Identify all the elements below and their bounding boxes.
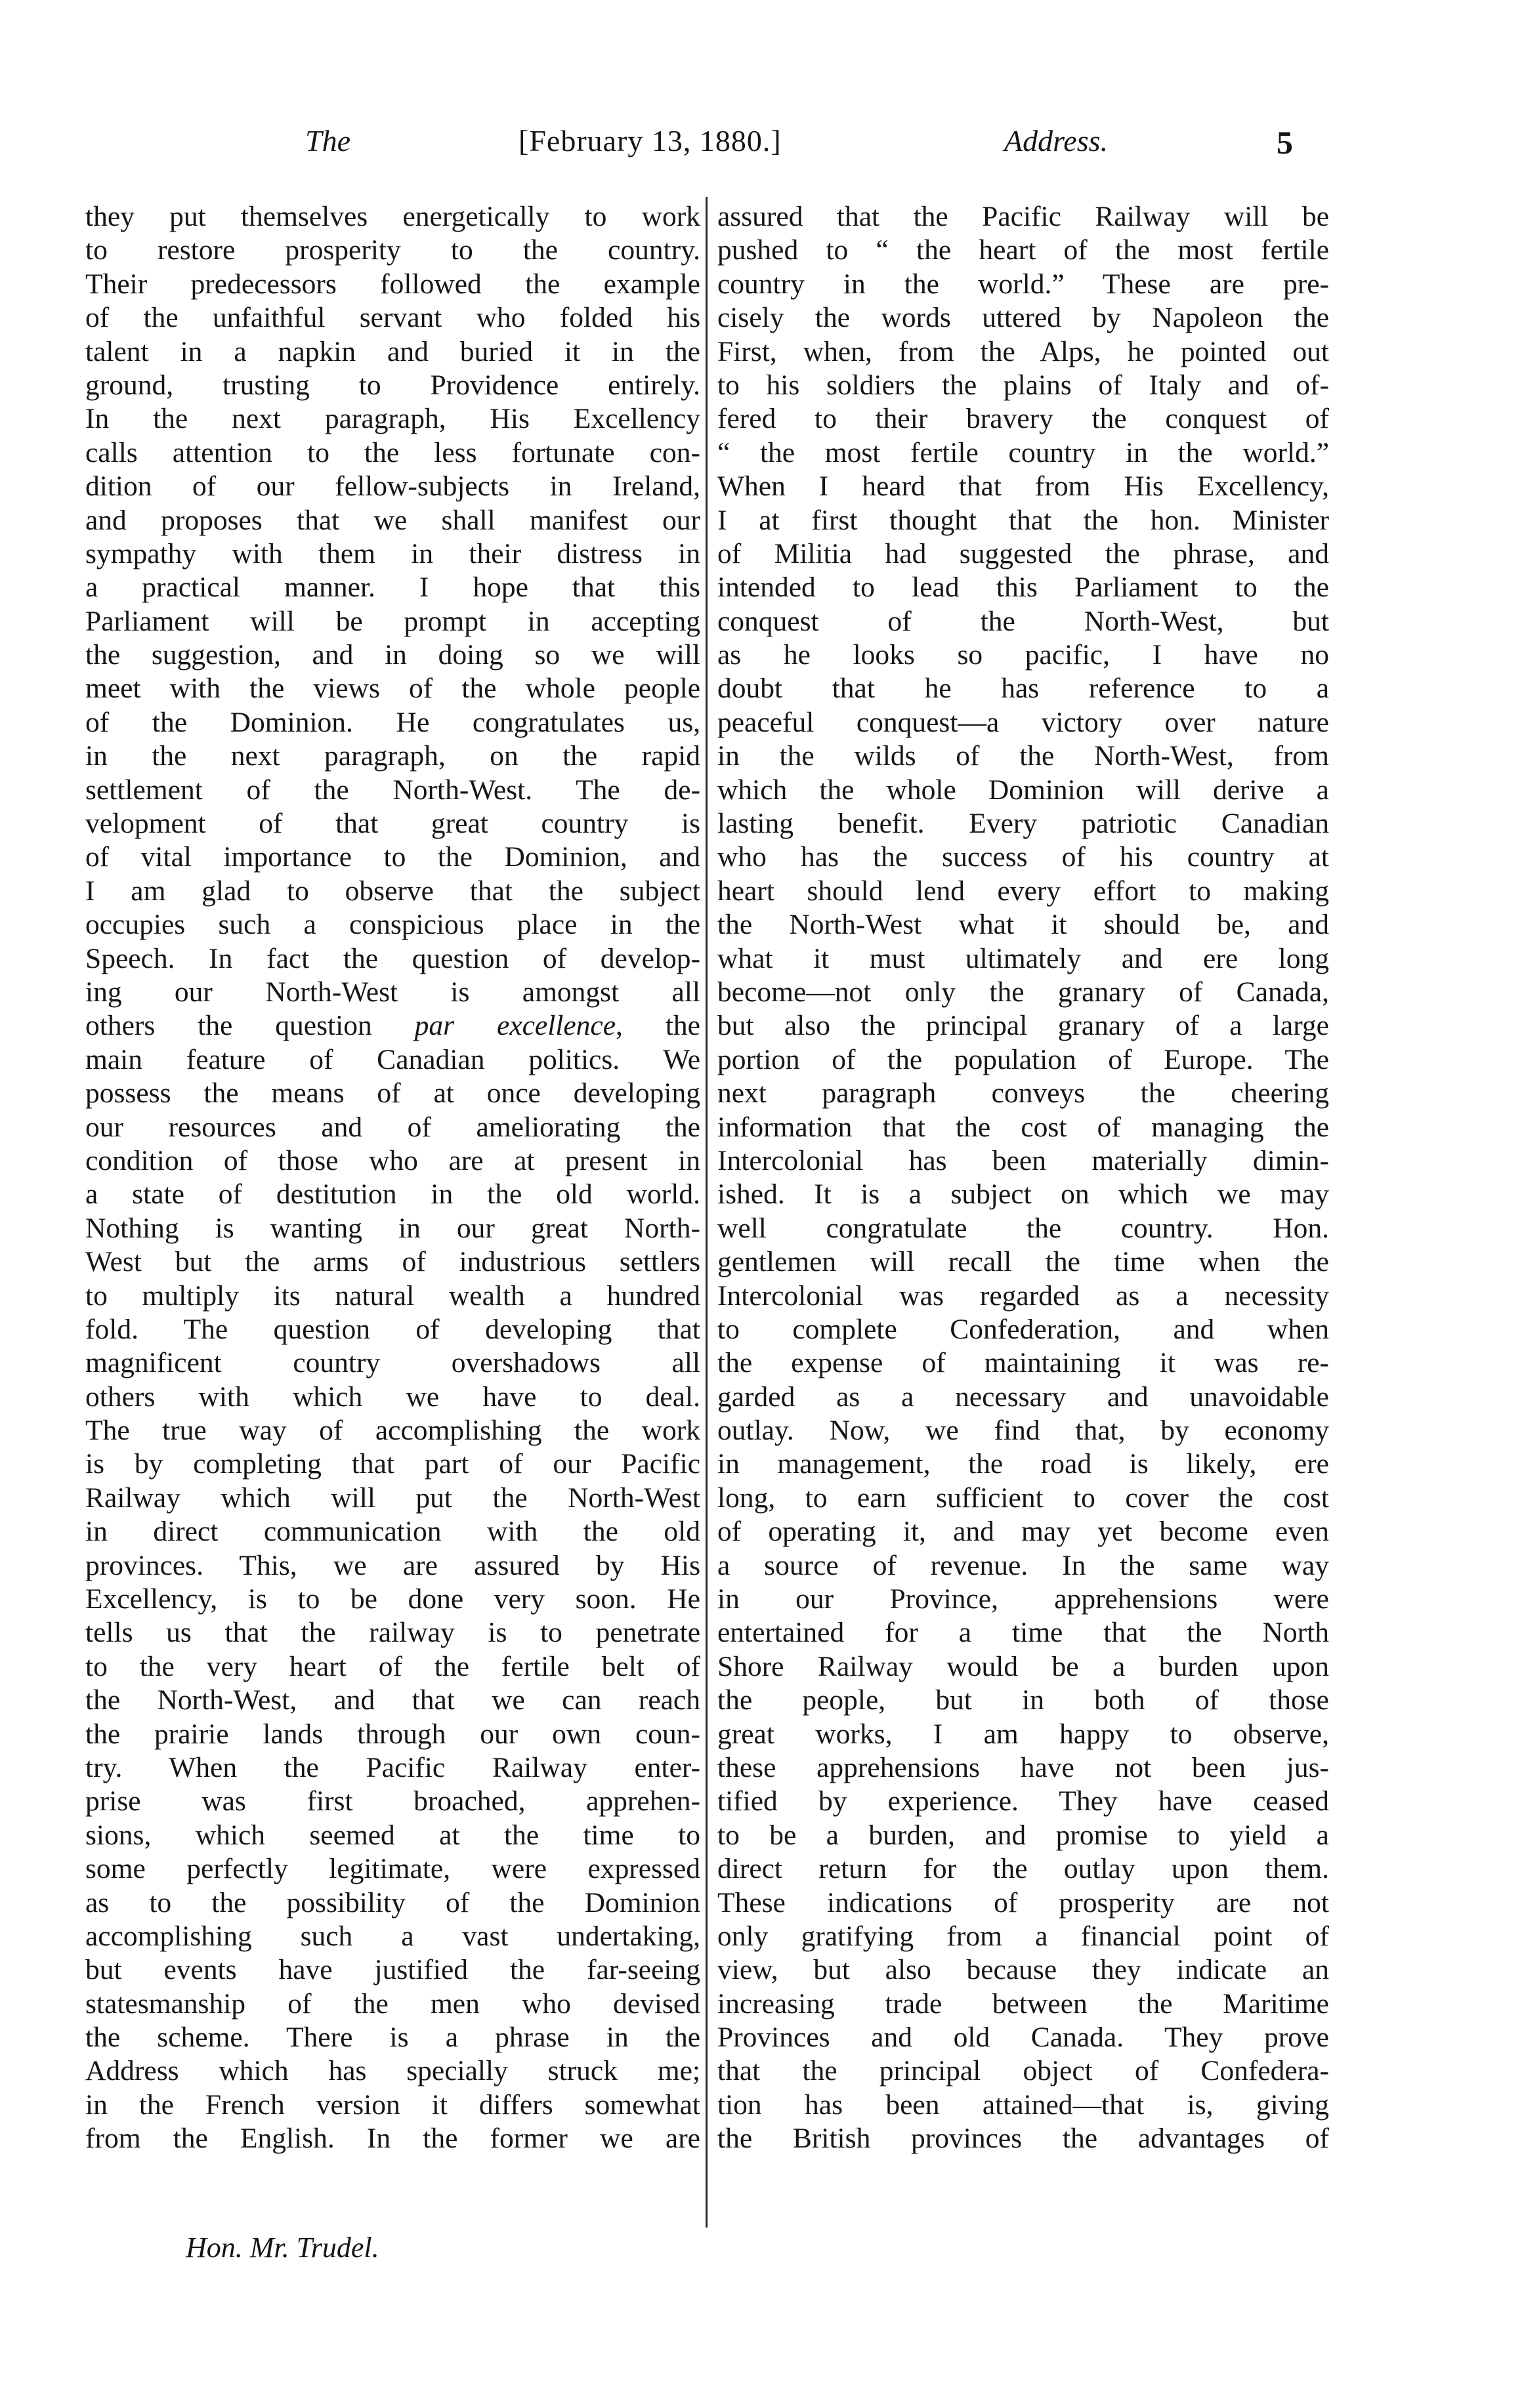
- text-line: they put themselves energetically to work: [85, 201, 700, 232]
- text-line: of the Dominion. He congratulates us,: [85, 706, 700, 738]
- text-line: peaceful conquest—a victory over nature: [717, 706, 1329, 738]
- text-line: sions, which seemed at the time to: [85, 1819, 700, 1851]
- text-line: the North-West, and that we can reach: [85, 1684, 700, 1716]
- text-line: and proposes that we shall manifest our: [85, 504, 700, 536]
- right-column: [717, 200, 1329, 2228]
- text-line: others the question par excellence, the: [85, 1010, 700, 1042]
- text-line: West but the arms of industrious settlers: [85, 1246, 700, 1278]
- text-line: “ the most fertile country in the world.”: [717, 436, 1329, 468]
- text-line: I at first thought that the hon. Minister: [717, 504, 1329, 536]
- text-line: meet with the views of the whole people: [85, 673, 700, 705]
- text-line: a state of destitution in the old world.: [85, 1178, 700, 1211]
- text-line: ished. It is a subject on which we may: [717, 1178, 1329, 1211]
- text-line: in direct communication with the old: [85, 1516, 700, 1548]
- text-line: a practical manner. I hope that this: [85, 571, 700, 604]
- text-line: the British provinces the advantages of: [717, 2123, 1329, 2155]
- text-line: talent in a napkin and buried it in the: [85, 335, 700, 367]
- text-line: fered to their bravery the conquest of: [717, 403, 1329, 435]
- text-line: ground, trusting to Providence entirely.: [85, 369, 700, 401]
- text-line: as to the possibility of the Dominion: [85, 1886, 700, 1919]
- text-line: to multiply its natural wealth a hundred: [85, 1279, 700, 1312]
- text-line: only gratifying from a financial point of: [717, 1920, 1329, 1952]
- text-line: Intercolonial was regarded as a necessity: [717, 1279, 1329, 1312]
- text-line: the people, but in both of those: [717, 1684, 1329, 1716]
- text-line: condition of those who are at present in: [85, 1144, 700, 1176]
- text-line: fold. The question of developing that: [85, 1313, 700, 1345]
- text-line: Speech. In fact the question of develop-: [85, 942, 700, 974]
- text-line: Their predecessors followed the example: [85, 268, 700, 300]
- text-line: to the very heart of the fertile belt of: [85, 1650, 700, 1682]
- text-line: view, but also because they indicate an: [717, 1954, 1329, 1986]
- left-column: [85, 200, 700, 2228]
- text-line: gentlemen will recall the time when the: [717, 1246, 1329, 1278]
- text-line: in the wilds of the North-West, from: [717, 740, 1329, 772]
- text-line: information that the cost of managing the: [717, 1111, 1329, 1143]
- text-line: intended to lead this Parliament to the: [717, 571, 1329, 604]
- text-line: possess the means of at once developing: [85, 1077, 700, 1110]
- text-line: Parliament will be prompt in accepting: [85, 605, 700, 637]
- text-line: in management, the road is likely, ere: [717, 1448, 1329, 1480]
- text-line: that the principal object of Confedera-: [717, 2055, 1329, 2087]
- text-line: the expense of maintaining it was re-: [717, 1347, 1329, 1379]
- page-number: 5: [1277, 124, 1293, 161]
- text-line: garded as a necessary and unavoidable: [717, 1380, 1329, 1413]
- text-line: these apprehensions have not been jus-: [717, 1751, 1329, 1783]
- text-line: the suggestion, and in doing so we will: [85, 639, 700, 671]
- text-line: magnificent country overshadows all: [85, 1347, 700, 1379]
- text-line: in the French version it differs somewhat: [85, 2088, 700, 2121]
- text-line: to complete Confederation, and when: [717, 1313, 1329, 1345]
- text-line: as he looks so pacific, I have no: [717, 639, 1329, 671]
- text-line: a source of revenue. In the same way: [717, 1549, 1329, 1581]
- text-line: of Militia had suggested the phrase, and: [717, 537, 1329, 570]
- text-line: tified by experience. They have ceased: [717, 1785, 1329, 1817]
- text-line: The true way of accomplishing the work: [85, 1415, 700, 1447]
- text-line: long, to earn sufficient to cover the cost: [717, 1482, 1329, 1514]
- text-line: cisely the words uttered by Napoleon the: [717, 302, 1329, 334]
- text-line: statesmanship of the men who devised: [85, 1987, 700, 2020]
- text-line: settlement of the North-West. The de-: [85, 774, 700, 806]
- text-line: These indications of prosperity are not: [717, 1886, 1329, 1919]
- text-line: of operating it, and may yet become even: [717, 1516, 1329, 1548]
- text-line: In the next paragraph, His Excellency: [85, 403, 700, 435]
- running-header: [85, 123, 1332, 176]
- text-line: what it must ultimately and ere long: [717, 942, 1329, 974]
- text-line: in our Province, apprehensions were: [717, 1583, 1329, 1615]
- text-line: from the English. In the former we are: [85, 2123, 700, 2155]
- text-line: increasing trade between the Maritime: [717, 1987, 1329, 2020]
- text-line: sympathy with them in their distress in: [85, 537, 700, 570]
- text-line: Excellency, is to be done very soon. He: [85, 1583, 700, 1615]
- text-line: tion has been attained—that is, giving: [717, 2088, 1329, 2121]
- text-line: try. When the Pacific Railway enter-: [85, 1751, 700, 1783]
- text-line: great works, I am happy to observe,: [717, 1718, 1329, 1750]
- text-line: to his soldiers the plains of Italy and of-: [717, 369, 1329, 401]
- text-line: of the unfaithful servant who folded his: [85, 302, 700, 334]
- text-line: well congratulate the country. Hon.: [717, 1212, 1329, 1244]
- text-line: When I heard that from His Excellency,: [717, 470, 1329, 503]
- text-line: ing our North-West is amongst all: [85, 976, 700, 1008]
- text-line: conquest of the North-West, but: [717, 605, 1329, 637]
- text-line: Intercolonial has been materially dimin-: [717, 1144, 1329, 1176]
- italic-phrase: par excellence: [414, 1010, 616, 1042]
- text-line: portion of the population of Europe. The: [717, 1043, 1329, 1075]
- text-line: the prairie lands through our own coun-: [85, 1718, 700, 1750]
- text-line: pushed to “ the heart of the most fertile: [717, 234, 1329, 266]
- text-line: Provinces and old Canada. They prove: [717, 2022, 1329, 2054]
- text-line: assured that the Pacific Railway will be: [717, 201, 1329, 232]
- text-line: who has the success of his country at: [717, 841, 1329, 873]
- text-line: become—not only the granary of Canada,: [717, 976, 1329, 1008]
- text-line: country in the world.” These are pre-: [717, 268, 1329, 300]
- text-line: the scheme. There is a phrase in the: [85, 2022, 700, 2054]
- text-line: some perfectly legitimate, were expressed: [85, 1853, 700, 1885]
- header-right-title: Address.: [1004, 124, 1109, 157]
- text-line: direct return for the outlay upon them.: [717, 1853, 1329, 1885]
- text-line: to restore prosperity to the country.: [85, 234, 700, 266]
- text-line: entertained for a time that the North: [717, 1617, 1329, 1649]
- text-line: heart should lend every effort to making: [717, 875, 1329, 907]
- text-line: I am glad to observe that the subject: [85, 875, 700, 907]
- text-line: is by completing that part of our Pacific: [85, 1448, 700, 1480]
- text-line: of vital importance to the Dominion, and: [85, 841, 700, 873]
- text-line: Shore Railway would be a burden upon: [717, 1650, 1329, 1682]
- text-line: Nothing is wanting in our great North-: [85, 1212, 700, 1244]
- text-line: to be a burden, and promise to yield a: [717, 1819, 1329, 1851]
- text-line: in the next paragraph, on the rapid: [85, 740, 700, 772]
- text-line: the North-West what it should be, and: [717, 909, 1329, 941]
- column-divider: [706, 197, 708, 2228]
- text-line: accomplishing such a vast undertaking,: [85, 1920, 700, 1952]
- text-line: First, when, from the Alps, he pointed out: [717, 335, 1329, 367]
- header-date: [February 13, 1880.]: [519, 124, 782, 157]
- text-line: outlay. Now, we find that, by economy: [717, 1415, 1329, 1447]
- text-line: but events have justified the far-seeing: [85, 1954, 700, 1986]
- text-line: main feature of Canadian politics. We: [85, 1043, 700, 1075]
- text-line: which the whole Dominion will derive a: [717, 774, 1329, 806]
- speaker-footer: Hon. Mr. Trudel.: [186, 2232, 379, 2264]
- header-left-title: The: [305, 124, 350, 157]
- text-line: occupies such a conspicious place in the: [85, 909, 700, 941]
- text-line: tells us that the railway is to penetrate: [85, 1617, 700, 1649]
- text-line: doubt that he has reference to a: [717, 673, 1329, 705]
- text-line: dition of our fellow-subjects in Ireland,: [85, 470, 700, 503]
- text-line: others with which we have to deal.: [85, 1380, 700, 1413]
- text-line: calls attention to the less fortunate con-: [85, 436, 700, 468]
- text-line: provinces. This, we are assured by His: [85, 1549, 700, 1581]
- text-line: next paragraph conveys the cheering: [717, 1077, 1329, 1110]
- text-line: lasting benefit. Every patriotic Canadian: [717, 808, 1329, 840]
- text-line: velopment of that great country is: [85, 808, 700, 840]
- text-line: Address which has specially struck me;: [85, 2055, 700, 2087]
- text-line: prise was first broached, apprehen-: [85, 1785, 700, 1817]
- text-line: our resources and of ameliorating the: [85, 1111, 700, 1143]
- text-line: Railway which will put the North-West: [85, 1482, 700, 1514]
- text-line: but also the principal granary of a large: [717, 1010, 1329, 1042]
